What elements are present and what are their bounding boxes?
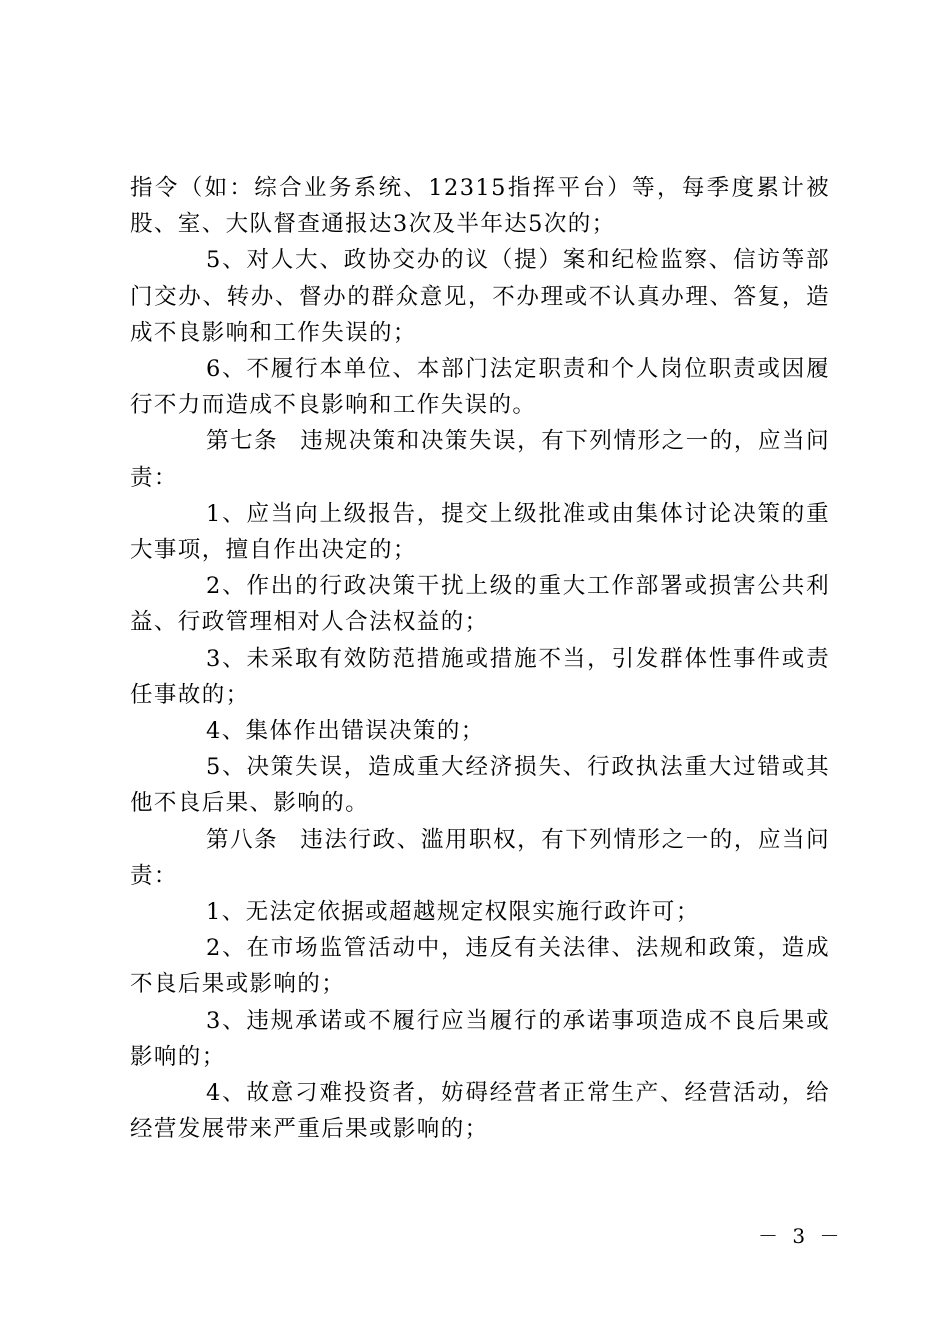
- paragraph-14: [130, 1075, 830, 1147]
- paragraph-8: [130, 713, 830, 749]
- paragraph-text: 5、对人大、政协交办的议（提）案和纪检监察、信访等部门交办、转办、督办的群众意见，不办理或不认真办理、答复，造成不良影响和工作失误的；: [130, 247, 830, 346]
- paragraph-text: 1、应当向上级报告，提交上级批准或由集体讨论决策的重大事项，擅自作出决定的；: [130, 500, 830, 564]
- document-body: [130, 170, 830, 1147]
- paragraph-text: 3、未采取有效防范措施或措施不当，引发群体性事件或责任事故的；: [130, 645, 830, 708]
- paragraph-text: 4、集体作出错误决策的；: [206, 718, 485, 745]
- paragraph-9: [130, 749, 830, 821]
- paragraph-11: [130, 894, 830, 930]
- paragraph-1: [130, 170, 830, 242]
- paragraph-text: 6、不履行本单位、本部门法定职责和个人岗位职责或因履行不力而造成不良影响和工作失误的。: [130, 356, 830, 419]
- page-number: － 3 －: [758, 1224, 844, 1248]
- paragraph-text: 1、无法定依据或超越规定权限实施行政许可；: [206, 899, 700, 926]
- paragraph-text: 3、违规承诺或不履行应当履行的承诺事项造成不良后果或影响的；: [130, 1007, 830, 1070]
- paragraph-7: [130, 641, 830, 713]
- paragraph-12: [130, 930, 830, 1002]
- paragraph-text: 违法行政、滥用职权，有下列情形之一的，应当问责：: [130, 826, 830, 889]
- paragraph-5: [130, 496, 830, 568]
- paragraph-text: 2、作出的行政决策干扰上级的重大工作部署或损害公共利益、行政管理相对人合法权益的；: [130, 573, 830, 636]
- paragraph-text: 指令（如：综合业务系统、12315指挥平台）等，每季度累计被股、室、大队督查通报达3次及半年达5次的；: [130, 175, 830, 238]
- article-number: 第七条: [206, 428, 279, 455]
- paragraph-13: [130, 1003, 830, 1075]
- paragraph-2: [130, 242, 830, 351]
- paragraph-text: 5、决策失误，造成重大经济损失、行政执法重大过错或其他不良后果、影响的。: [130, 754, 830, 817]
- article-number: 第八条: [206, 826, 279, 853]
- paragraph-text: 违规决策和决策失误，有下列情形之一的，应当问责：: [130, 428, 830, 491]
- paragraph-6: [130, 568, 830, 640]
- paragraph-text: 2、在市场监管活动中，违反有关法律、法规和政策，造成不良后果或影响的；: [130, 935, 830, 998]
- paragraph-3: [130, 351, 830, 423]
- article-7-heading: [130, 423, 830, 495]
- article-8-heading: [130, 822, 830, 894]
- paragraph-text: 4、故意刁难投资者，妨碍经营者正常生产、经营活动，给经营发展带来严重后果或影响的；: [130, 1080, 830, 1143]
